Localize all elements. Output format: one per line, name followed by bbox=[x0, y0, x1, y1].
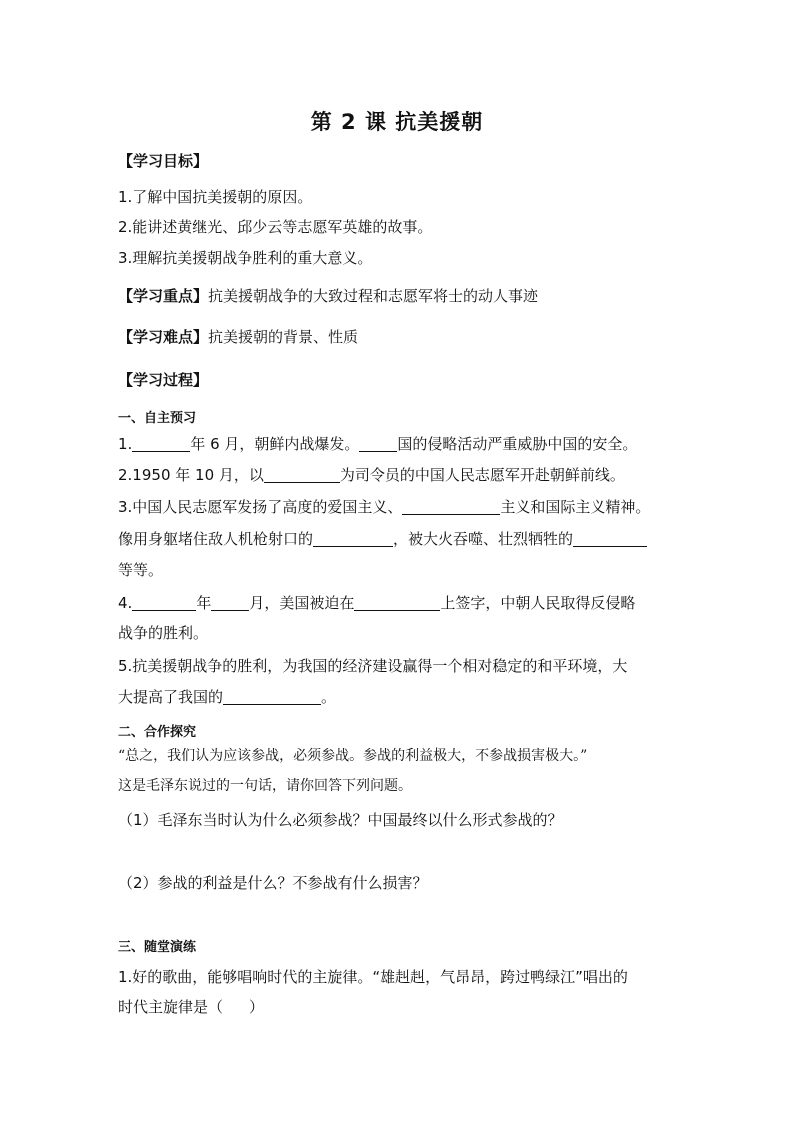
q5-blank-status[interactable] bbox=[223, 688, 321, 705]
q4-blank-agreement[interactable] bbox=[354, 594, 440, 611]
focus-text: 抗美援朝战争的大致过程和志愿军将士的动人事迹 bbox=[208, 287, 539, 305]
preview-question-3-line-3 bbox=[118, 559, 163, 581]
objectives-label: 【学习目标】 bbox=[118, 152, 209, 170]
q3-text-1: 3.中国人民志愿军发扬了高度的爱国主义、 bbox=[118, 498, 403, 516]
difficulty-row bbox=[118, 326, 358, 348]
q3-blank-hero-2[interactable] bbox=[573, 530, 647, 547]
discussion-question-1: （1）毛泽东当时认为什么必须参战？中国最终以什么形式参战的？ bbox=[118, 811, 563, 829]
q3-text-3: 像用身躯堵住敌人机枪射口的 bbox=[118, 530, 314, 548]
q5-text-1: 5.抗美援朝战争的胜利，为我国的经济建设赢得一个相对稳定的和平环境，大 bbox=[118, 657, 628, 675]
q5-text-2: 大提高了我国的 bbox=[118, 688, 224, 706]
discussion-question-2: （2）参战的利益是什么？不参战有什么损害？ bbox=[118, 874, 428, 892]
difficulty-label: 【学习难点】 bbox=[118, 328, 209, 346]
objective-item-3: 3.理解抗美援朝战争胜利的重大意义。 bbox=[118, 249, 373, 267]
exercise-q1-close-paren: ） bbox=[249, 998, 265, 1016]
q4-blank-month[interactable] bbox=[211, 594, 249, 611]
exercise-question-1-line-1: 1.好的歌曲，能够唱响时代的主旋律。“雄赳赳，气昂昂，跨过鸭绿江”唱出的 bbox=[118, 968, 628, 986]
q4-text-4: 战争的胜利。 bbox=[118, 624, 209, 642]
exercise-q1-text: 时代主旋律是（ bbox=[118, 998, 224, 1016]
q3-blank-hero-1[interactable] bbox=[313, 530, 393, 547]
section1-heading: 一、自主预习 bbox=[118, 411, 197, 426]
q1-number: 1. bbox=[118, 435, 133, 453]
section3-heading: 三、随堂演练 bbox=[118, 940, 197, 955]
q3-blank-spirit[interactable] bbox=[402, 498, 500, 515]
preview-question-3-line-2 bbox=[118, 528, 647, 550]
q2-blank-commander[interactable] bbox=[264, 466, 340, 483]
q4-text-year: 年 bbox=[196, 594, 212, 612]
preview-question-4-line-2 bbox=[118, 622, 208, 644]
preview-question-2 bbox=[118, 464, 625, 486]
q4-number: 4. bbox=[118, 594, 133, 612]
process-label: 【学习过程】 bbox=[118, 371, 209, 389]
q3-text-2: 主义和国际主义精神。 bbox=[500, 498, 651, 516]
objective-item-2: 2.能讲述黄继光、邱少云等志愿军英雄的故事。 bbox=[118, 218, 433, 236]
q3-text-5: 等等。 bbox=[118, 561, 164, 579]
q2-text-1: 2.1950 年 10 月，以 bbox=[118, 466, 264, 484]
preview-question-1 bbox=[118, 433, 637, 455]
q4-text-3: 上签字，中朝人民取得反侵略 bbox=[440, 594, 636, 612]
exercise-question-1-line-2 bbox=[118, 996, 264, 1018]
preview-question-3-line-1 bbox=[118, 496, 650, 518]
preview-question-5-line-1 bbox=[118, 655, 627, 677]
q1-text-2: 国的侵略活动严重威胁中国的安全。 bbox=[397, 435, 638, 453]
preview-question-5-line-2 bbox=[118, 686, 336, 708]
preview-question-4-line-1 bbox=[118, 592, 635, 614]
q4-text-2: 月，美国被迫在 bbox=[249, 594, 355, 612]
q1-text-1: 年 6 月，朝鲜内战爆发。 bbox=[190, 435, 360, 453]
lesson-title: 第 2 课 抗美援朝 bbox=[310, 110, 484, 134]
q2-text-2: 为司令员的中国人民志愿军开赴朝鲜前线。 bbox=[339, 466, 625, 484]
q1-blank-year[interactable] bbox=[132, 435, 190, 452]
quote-instruction: 这是毛泽东说过的一句话，请你回答下列问题。 bbox=[118, 778, 412, 794]
q1-blank-country[interactable] bbox=[359, 435, 397, 452]
section2-heading: 二、合作探究 bbox=[118, 725, 197, 740]
q5-text-3: 。 bbox=[321, 688, 337, 706]
q4-blank-year[interactable] bbox=[132, 594, 196, 611]
q3-text-4: ，被大火吞噬、壮烈牺牲的 bbox=[393, 530, 574, 548]
focus-label: 【学习重点】 bbox=[118, 287, 209, 305]
difficulty-text: 抗美援朝的背景、性质 bbox=[208, 328, 359, 346]
mao-quote: “总之，我们认为应该参战，必须参战。参战的利益极大，不参战损害极大。” bbox=[118, 748, 588, 764]
objective-item-1: 1.了解中国抗美援朝的原因。 bbox=[118, 188, 313, 206]
focus-row bbox=[118, 285, 538, 307]
